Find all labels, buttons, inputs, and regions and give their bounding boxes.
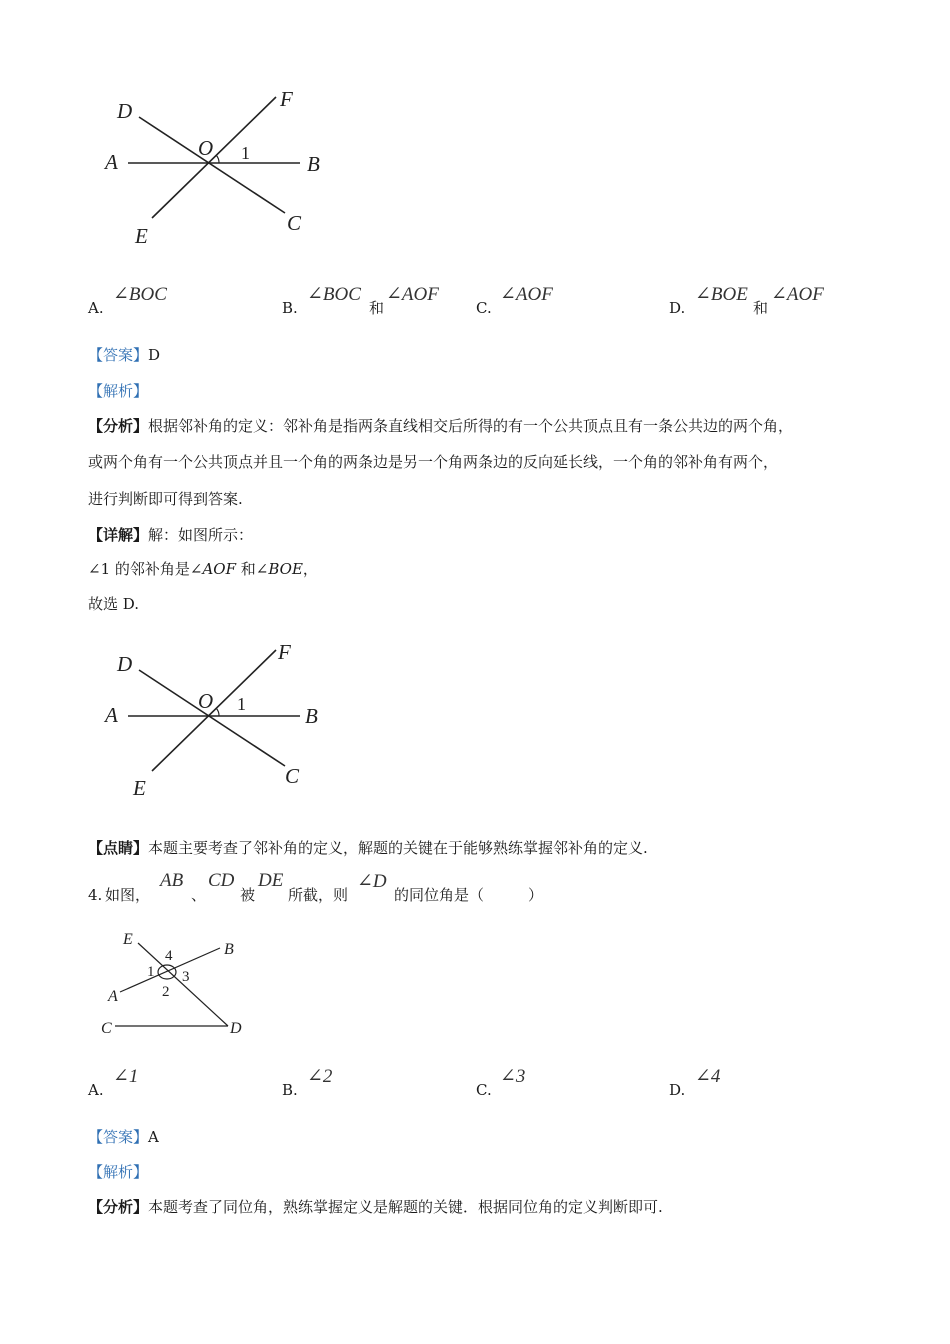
label-D: D: [117, 99, 133, 123]
angle-d: ∠D: [357, 871, 387, 892]
fenxi-text: 本题考查了同位角，熟练掌握定义是解题的关键．根据同位角的定义判断即可.: [148, 1198, 663, 1216]
angle-boe: ∠BOE: [255, 560, 303, 578]
option-expression: ∠AOF: [500, 284, 553, 305]
fenxi-tag: 【分析】: [88, 417, 149, 435]
label-3: 3: [182, 969, 190, 985]
answer-value: D: [148, 346, 161, 364]
option-expression-1: ∠BOE: [695, 284, 748, 305]
fenxi-text: 根据邻补角的定义：邻补角是指两条直线相交后所得的有一个公共顶点且有一条公共边的两个角，: [148, 417, 794, 435]
option-letter: B.: [282, 299, 298, 317]
option-expression-1: ∠BOC: [307, 284, 361, 305]
label-F: F: [278, 640, 291, 664]
label-C: C: [285, 764, 300, 788]
label-O: O: [198, 136, 214, 160]
line-DC: [139, 670, 285, 766]
dianjing-text: 本题主要考查了邻补角的定义，解题的关键在于能够熟练掌握邻补角的定义.: [148, 839, 648, 857]
label-A: A: [105, 150, 118, 174]
label-D: D: [117, 652, 133, 676]
text-part: 故选: [88, 595, 123, 613]
stem-text-1: 如图，: [105, 886, 151, 904]
label-1: 1: [147, 964, 155, 980]
answer-value: A: [148, 1128, 159, 1146]
option-expression-2: ∠AOF: [771, 284, 824, 305]
label-B: B: [305, 704, 318, 728]
label-F: F: [280, 87, 293, 111]
q3-xiangjie-line3: [88, 594, 139, 614]
option-letter: C.: [476, 299, 492, 317]
q3-xiangjie-line2: [88, 559, 318, 579]
option-letter: B.: [282, 1081, 298, 1099]
option-expression-2: ∠AOF: [386, 284, 439, 305]
option-expression: ∠3: [500, 1066, 526, 1087]
option-expression: ∠4: [695, 1066, 721, 1087]
label-1: 1: [237, 694, 246, 714]
stem-text-4: ）: [528, 886, 544, 904]
label-A: A: [108, 988, 118, 1005]
stem-text-3: 的同位角是（: [394, 886, 485, 904]
label-D: D: [230, 1020, 242, 1037]
text-part: 和: [236, 560, 256, 578]
option-expression: ∠2: [307, 1066, 333, 1087]
q4-fenxi: [88, 1197, 663, 1217]
text-part: ∠1 的邻补角是: [88, 560, 190, 578]
segment-ab: AB: [160, 870, 184, 891]
segment-cd: CD: [208, 870, 235, 891]
q4-answer: [88, 1127, 159, 1147]
stem-bei: 被: [240, 886, 256, 904]
q3-fenxi-line2: 或两个角有一个公共顶点并且一个角的两条边是另一个角两条边的反向延长线，一个角的邻补角有两个，: [88, 453, 779, 471]
segment-de: DE: [258, 870, 284, 891]
label-2: 2: [162, 984, 170, 1000]
xiangjie-tag: 【详解】: [88, 526, 149, 544]
label-E: E: [133, 776, 146, 800]
label-A: A: [105, 703, 118, 727]
option-conjunction: 和: [369, 299, 385, 317]
label-O: O: [198, 689, 214, 713]
question-number: 4.: [88, 886, 103, 904]
option-letter: D.: [669, 1081, 686, 1099]
line-EF: [152, 650, 276, 771]
option-letter: A.: [88, 299, 104, 317]
q3-fenxi-line1: [88, 416, 793, 436]
figure-transversal: [95, 925, 255, 1040]
option-letter: A.: [88, 1081, 104, 1099]
label-B: B: [307, 152, 320, 176]
fenxi-tag: 【分析】: [88, 1198, 149, 1216]
option-expression: ∠1: [113, 1066, 139, 1087]
q3-dianjing: [88, 838, 648, 858]
q3-jiexi-tag: 【解析】: [88, 382, 149, 400]
dianjing-tag: 【点睛】: [88, 839, 149, 857]
q3-fenxi-line3: 进行判断即可得到答案.: [88, 490, 243, 508]
angle-1-arc: [216, 155, 219, 163]
line-DC: [139, 117, 285, 213]
label-E: E: [135, 224, 148, 248]
text-part: ，: [302, 560, 318, 578]
option-letter: D.: [669, 299, 686, 317]
separator: 、: [191, 886, 207, 904]
line-EF: [152, 97, 276, 218]
option-expression: ∠BOC: [113, 284, 167, 305]
figure-intersecting-lines-1: [95, 85, 345, 250]
angle-1-arc: [216, 708, 219, 716]
label-B: B: [224, 941, 234, 958]
label-4: 4: [165, 948, 173, 964]
label-C: C: [287, 211, 302, 235]
xiangjie-text: 解：如图所示：: [148, 526, 254, 544]
answer-tag: 【答案】: [88, 346, 149, 364]
option-letter: C.: [476, 1081, 492, 1099]
label-1: 1: [241, 143, 250, 163]
q3-answer: [88, 345, 160, 365]
label-E: E: [123, 931, 133, 948]
q3-xiangjie-line1: [88, 525, 253, 545]
q4-jiexi-tag: 【解析】: [88, 1163, 149, 1181]
angle-aof: ∠AOF: [189, 560, 236, 578]
stem-text-2: 所截，则: [288, 886, 349, 904]
intersection-circle: [158, 965, 176, 979]
answer-tag: 【答案】: [88, 1128, 149, 1146]
option-conjunction: 和: [753, 299, 769, 317]
choice-value: D.: [122, 595, 140, 613]
label-C: C: [101, 1020, 112, 1037]
figure-intersecting-lines-2: [95, 638, 345, 803]
